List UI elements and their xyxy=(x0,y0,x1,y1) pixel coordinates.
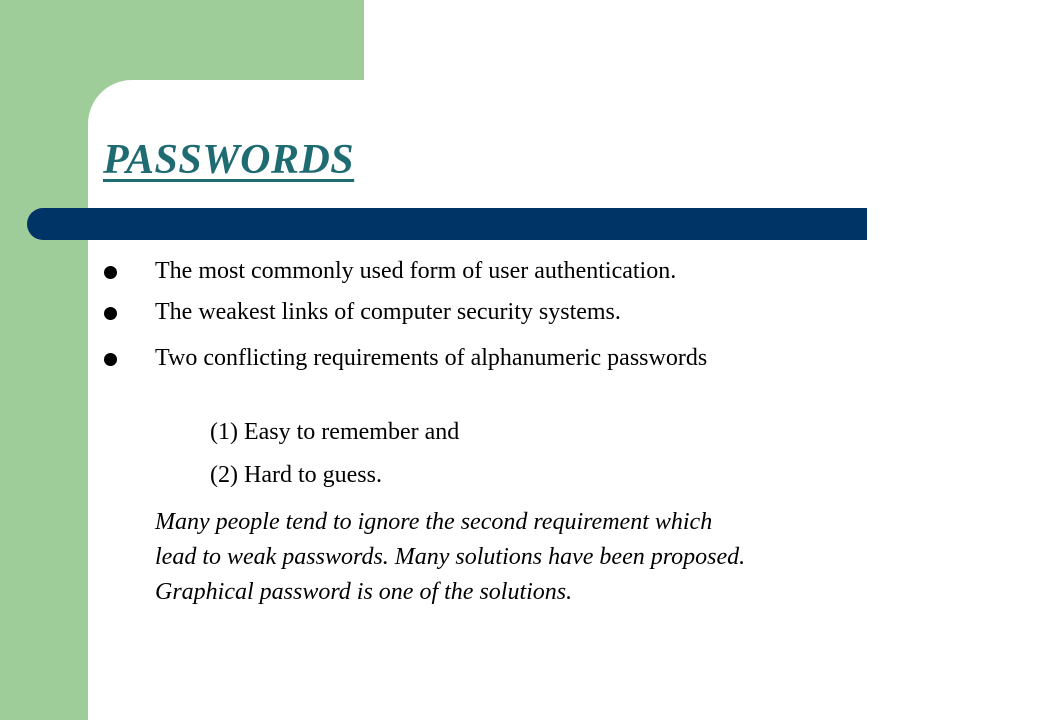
italic-note xyxy=(155,505,995,610)
bullet-item xyxy=(155,297,795,327)
bullet-dot-icon xyxy=(104,266,117,279)
bullet-item xyxy=(155,256,795,286)
bullet-dot-icon xyxy=(104,307,117,320)
note-line: Many people tend to ignore the second requirement which xyxy=(155,509,713,535)
bullet-text: The most commonly used form of user authentication. xyxy=(155,258,677,284)
note-line: lead to weak passwords. Many solutions have been proposed. xyxy=(155,544,746,570)
requirement-item: (1) Easy to remember and xyxy=(210,419,460,445)
bullet-item xyxy=(155,343,795,373)
bullet-text: The weakest links of computer security systems. xyxy=(155,299,621,325)
slide-title: PASSWORDS xyxy=(103,137,355,183)
note-line: Graphical password is one of the solutions. xyxy=(155,579,573,605)
requirement-item: (2) Hard to guess. xyxy=(210,462,382,488)
bullet-dot-icon xyxy=(104,353,117,366)
bullet-text: Two conflicting requirements of alphanumeric passwords xyxy=(155,345,708,371)
